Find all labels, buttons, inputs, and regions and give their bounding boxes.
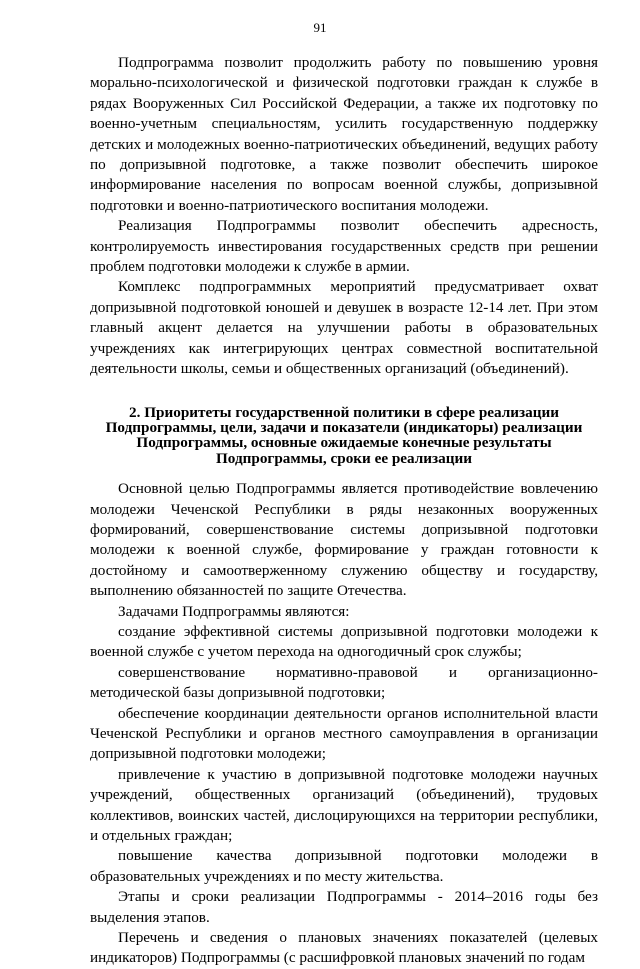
task-item-5: повышение качества допризывной подготовки молодежи в образовательных учреждениях и по месту жительства. <box>90 847 598 885</box>
document-body <box>90 53 598 969</box>
task-item-3: обеспечение координации деятельности органов исполнительной власти Чеченской Республики и органов местного самоуправления в организации допризывной подготовки молодежи; <box>90 704 598 763</box>
intro-paragraph-2: Реализация Подпрограммы позволит обеспечить адресность, контролируемость инвестирования государственных средств при решении проблем подготовки молодежи к службе в армии. <box>90 217 598 276</box>
goal-paragraph: Основной целью Подпрограммы является противодействие вовлечению молодежи Чеченской Республики в ряды незаконных вооруженных формирований, совершенствование системы допризывной подготовки молодежи к военной службе, формирование у граждан готовности к достойному и самоотверженному служению обществу и государству, выполнению обязанностей по защите Отечества. <box>90 480 598 600</box>
task-item-1: создание эффективной системы допризывной подготовки молодежи к военной службе с учетом перехода на одногодичный срок службы; <box>90 622 598 661</box>
task-item-2: совершенствование нормативно-правовой и организационно-методической базы допризывной подготовки; <box>90 663 598 702</box>
task-item-4: привлечение к участию в допризывной подготовке молодежи научных учреждений, общественных организаций (объединений), трудовых коллективов, воинских частей, дислоцирующихся на территории республики, и отдельных граждан; <box>90 765 598 845</box>
intro-paragraph-1: Подпрограмма позволит продолжить работу по повышению уровня морально-психологической и физической подготовки граждан к службе в рядах Вооруженных Сил Российской Федерации, а также их подготовку по военно-учетным специальностям, усилить государственную поддержку детских и молодежных военно-патриотических объединений, ведущих работу по допризывной подготовке, а также позволит обеспечить широкое информирование населения по вопросам военной службы, допризывной подготовки и военно-патриотического воспитания молодежи. <box>90 54 598 214</box>
intro-paragraph-3: Комплекс подпрограммных мероприятий предусматривает охват допризывной подготовкой юношей и девушек в возрасте 12-14 лет. При этом главный акцент делается на улучшении работы в образовательных учреждениях как интегрирующих центрах совместной воспитательной деятельности школы, семьи и общественных организаций (объединений). <box>90 278 598 378</box>
stages-paragraph: Этапы и сроки реализации Подпрограммы - 2014–2016 годы без выделения этапов. <box>90 888 598 926</box>
page-number: 91 <box>313 20 327 35</box>
section-heading: 2. Приоритеты государственной политики в сфере реализации Подпрограммы, цели, задачи и показатели (индикаторы) реализации Подпрограммы, основные ожидаемые конечные результаты Подпрограммы, сроки ее реализации <box>105 403 583 467</box>
tasks-intro-paragraph: Задачами Подпрограммы являются: <box>118 602 350 620</box>
indicators-paragraph: Перечень и сведения о плановых значениях показателей (целевых индикаторов) Подпрограммы (с расшифровкой плановых значений по годам <box>90 929 598 967</box>
